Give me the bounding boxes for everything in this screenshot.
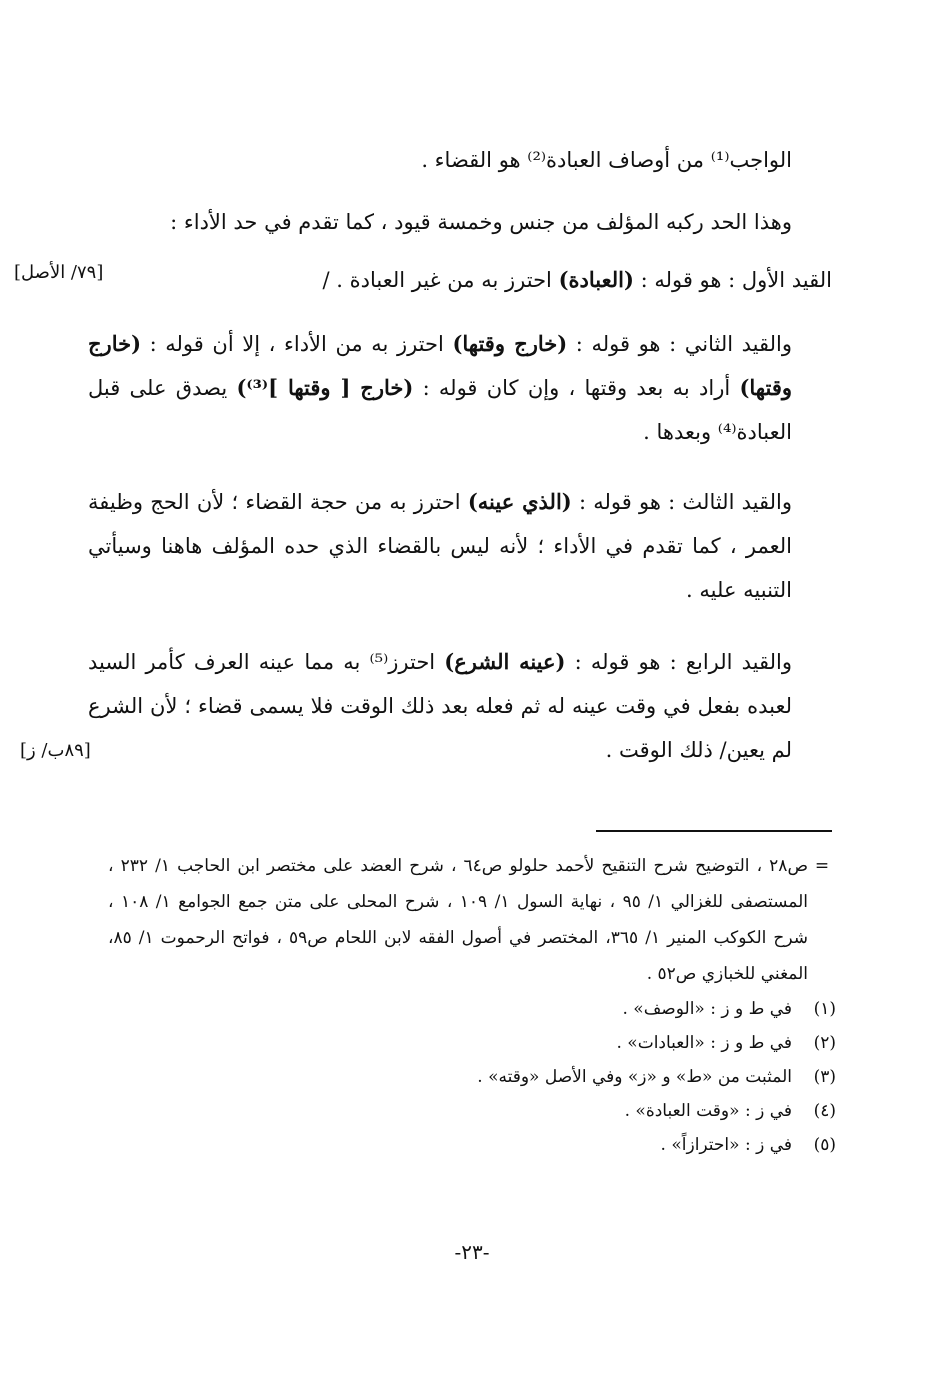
paragraph-2-text: وهذا الحد ركبه المؤلف من جنس وخمسة قيود ، كما تقدم في حد الأداء : bbox=[170, 210, 792, 234]
footnote-number: (٢) bbox=[813, 1033, 836, 1053]
footnote-number: (١) bbox=[813, 999, 836, 1019]
footnote-item bbox=[108, 1026, 836, 1060]
paragraph-6-text: احترز⁽⁵⁾ به مما عينه العرف كأمر السيد لعبده بفعل في وقت عينه له ثم فعله بعد ذلك الوقت فلا يسمى قضاء ؛ لأن الشرع لم يعين/ ذلك الوقت . bbox=[88, 650, 792, 762]
quoted-term-alladhi-ayyanahu: (الذي عينه) bbox=[467, 489, 572, 514]
paragraph-1-text: الواجب⁽¹⁾ من أوصاف العبادة⁽²⁾ هو القضاء . bbox=[421, 148, 792, 172]
footnote-text: في ط و ز : «الوصف» . bbox=[622, 999, 792, 1019]
paragraph-4-text-b: أراد به بعد وقتها ، وإن كان قوله : bbox=[413, 376, 740, 400]
continuation-mark: = bbox=[814, 856, 830, 876]
footnote-item bbox=[108, 1128, 836, 1162]
footnote-continuation-text: ص٢٨ ، التوضيح شرح التنقيح لأحمد حلولو ص٦٤ ، شرح العضد على مختصر ابن الحاجب ١/ ٢٣٢ ، المستصفى للغزالي ١/ ٩٥ ، نهاية السول ١/ ١٠٩ ، شرح المحلى على متن جمع الجوامع ١/ ١٠٨ ، شرح الكوكب المنير ١/ ٣٦٥، المختصر في أصول الفقه لابن اللحام ص٥٩ ، فواتح الرحموت ١/ ٨٥، المغني للخبازي ص٥٢ . bbox=[108, 856, 809, 984]
footnote-continuation bbox=[108, 848, 836, 992]
paragraph-3-rest: احترز به من غير العبادة . / bbox=[322, 268, 559, 292]
margin-reference-asl: [٧٩/ الأصل] bbox=[14, 262, 104, 283]
paragraph-6 bbox=[88, 640, 832, 772]
footnote-text: المثبت من «ط» و «ز» وفي الأصل «وقته» . bbox=[477, 1067, 792, 1087]
paragraph-5 bbox=[88, 480, 832, 612]
quoted-term-kharij-waqtiha-3: (خارج [ وقتها ]⁽³⁾) bbox=[236, 375, 414, 400]
paragraph-4-text-c: يصدق على قبل العبادة⁽⁴⁾ وبعدها . bbox=[88, 376, 792, 444]
footnote-text: في ز : «احترازاً» . bbox=[660, 1135, 792, 1155]
footnote-number: (٣) bbox=[813, 1067, 836, 1087]
footnote-item bbox=[108, 1060, 836, 1094]
paragraph-6-lead: والقيد الرابع : هو قوله : bbox=[565, 650, 793, 674]
paragraph-1 bbox=[88, 138, 832, 182]
page-number: -٢٣- bbox=[454, 1240, 490, 1264]
paragraph-5-lead: والقيد الثالث : هو قوله : bbox=[571, 490, 792, 514]
paragraph-3 bbox=[128, 258, 832, 302]
quoted-term-kharij-waqtiha: (خارج وقتها) bbox=[452, 331, 568, 356]
footnote-item bbox=[108, 1094, 836, 1128]
paragraph-4-lead: والقيد الثاني : هو قوله : bbox=[567, 332, 793, 356]
paragraph-2 bbox=[88, 200, 832, 244]
paragraph-4 bbox=[88, 322, 832, 454]
quoted-term-kharij-waqtiha-2: (خارج وقتها) bbox=[88, 331, 792, 400]
footnote-separator bbox=[596, 830, 832, 832]
quoted-term-ibada: (العبادة) bbox=[558, 267, 634, 292]
paragraph-3-lead: القيد الأول : هو قوله : bbox=[633, 268, 832, 292]
margin-reference-z: [٨٩ب/ ز] bbox=[20, 740, 91, 761]
footnote-item bbox=[108, 992, 836, 1026]
footnotes bbox=[108, 848, 836, 1162]
footnote-number: (٤) bbox=[813, 1101, 836, 1121]
paragraph-4-text-a: احترز به من الأداء ، إلا أن قوله : bbox=[141, 332, 453, 356]
quoted-term-ayyanahu-al-shar: (عينه الشرع) bbox=[444, 649, 566, 674]
paragraph-5-text: احترز به من حجة القضاء ؛ لأن الحج وظيفة العمر ، كما تقدم في الأداء ؛ لأنه ليس بالقضاء الذي حده المؤلف هاهنا وسيأتي التنبيه عليه . bbox=[88, 490, 792, 602]
footnote-text: في ط و ز : «العبادات» . bbox=[616, 1033, 792, 1053]
footnote-number: (٥) bbox=[813, 1135, 836, 1155]
footnote-text: في ز : «وقت العبادة» . bbox=[624, 1101, 792, 1121]
